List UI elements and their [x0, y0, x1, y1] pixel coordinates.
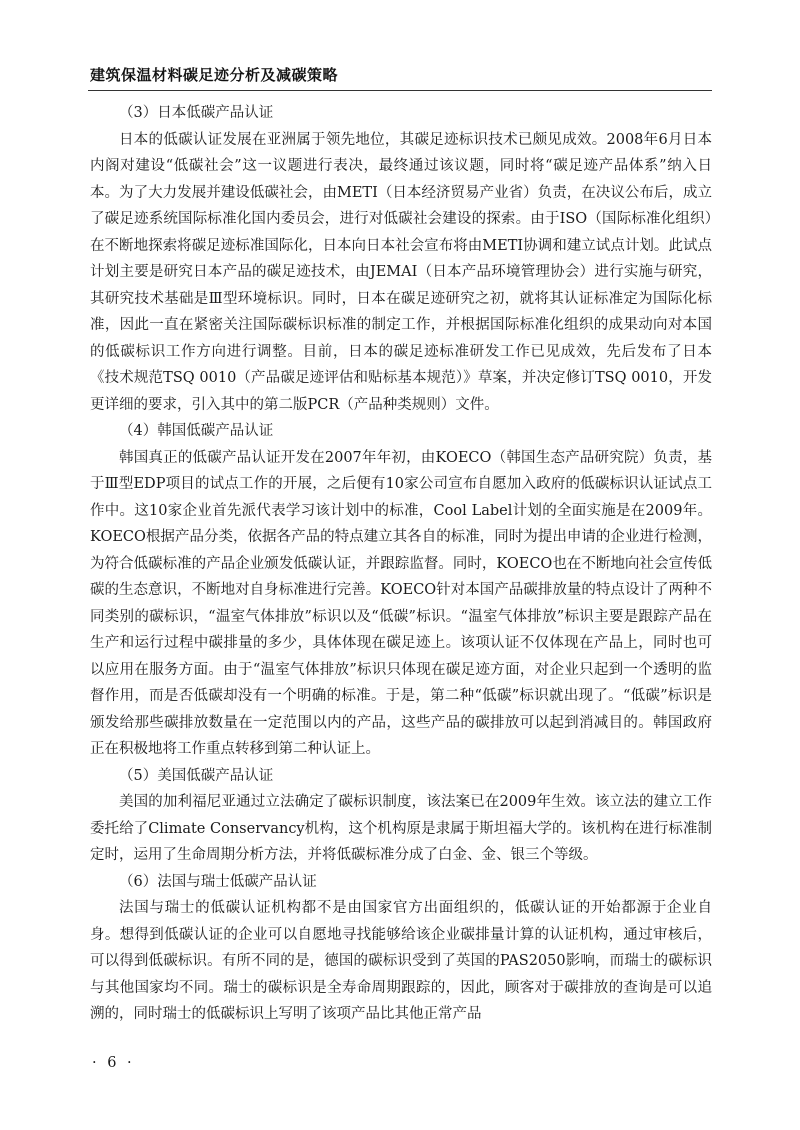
section-paragraph-usa: 美国的加利福尼亚通过立法确定了碳标识制度，该法案已在2009年生效。该立法的建立工作委托给了Climate Conservancy机构，这个机构原是隶属于斯坦福大学的。该机构在进行标准制定时，运用了生命周期分析方法，并将低碳标准分成了白金、金、银三个等级。: [90, 794, 712, 863]
section-paragraph-korea: 韩国真正的低碳产品认证开发在2007年年初，由KOECO（韩国生态产品研究院）负责，基于Ⅲ型EDP项目的试点工作的开展，之后便有10家公司宣布自愿加入政府的低碳标识认证试点工作中。这10家企业首先派代表学习该计划中的标准，Cool Label计划的全面实施是在2009年。KOECO根据产品分类，依据各产品的特点建立其各自的标准，同时为提出申请的企业进行检测，为符合低碳标准的产品企业颁发低碳认证，并跟踪监督。同时，KOECO也在不断地向社会宣传低碳的生态意识，不断地对自身标准进行完善。KOECO针对本国产品碳排放量的特点设计了两种不同类别的碳标识，“温室气体排放”标识以及“低碳”标识。“温室气体排放”标识主要是跟踪产品在生产和运行过程中碳排量的多少，具体体现在碳足迹上。该项认证不仅体现在产品上，同时也可以应用在服务方面。由于“温室气体排放”标识只体现在碳足迹方面，对企业只起到一个透明的监督作用，而是否低碳却没有一个明确的标准。于是，第二种“低碳”标识就出现了。“低碳”标识是颁发给那些碳排放数量在一定范围以内的产品，这些产品的碳排放可以起到消减目的。韩国政府正在积极地将工作重点转移到第二种认证上。: [90, 449, 712, 757]
section-paragraph-japan: 日本的低碳认证发展在亚洲属于领先地位，其碳足迹标识技术已颇见成效。2008年6月日本内阁对建设“低碳社会”这一议题进行表决，最终通过该议题，同时将“碳足迹产品体系”纳入日本。为了大力发展并建设低碳社会，由METI（日本经济贸易产业省）负责，在决议公布后，成立了碳足迹系统国际标准化国内委员会，进行对低碳社会建设的探索。由于ISO（国际标准化组织）在不断地探索将碳足迹标准国际化，日本向日本社会宣布将由METI协调和建立试点计划。此试点计划主要是研究日本产品的碳足迹技术，由JEMAI（日本产品环境管理协会）进行实施与研究，其研究技术基础是Ⅲ型环境标识。同时，日本在碳足迹研究之初，就将其认证标准定为国际化标准，因此一直在紧密关注国际碳标识标准的制定工作，并根据国际标准化组织的成果动向对本国的低碳标识工作方向进行调整。目前，日本的碳足迹标准研发工作已见成效，先后发布了日本《技术规范TSQ 0010（产品碳足迹评估和贴标基本规范）》草案，并决定修订TSQ 0010，开发更详细的要求，引入其中的第二版PCR（产品种类规则）文件。: [90, 131, 712, 413]
section-heading-korea: （4）韩国低碳产品认证: [119, 423, 274, 439]
section-paragraph-france-switzerland: 法国与瑞士的低碳认证机构都不是由国家官方出面组织的，低碳认证的开始都源于企业自身。想得到低碳认证的企业可以自愿地寻找能够给该企业碳排量计算的认证机构，通过审核后，可以得到低碳标识。有所不同的是，德国的碳标识受到了英国的PAS2050影响，而瑞士的碳标识与其他国家均不同。瑞士的碳标识是全寿命周期跟踪的，因此，顾客对于碳排放的查询是可以追溯的，同时瑞士的低碳标识上写明了该项产品比其他正常产品: [90, 900, 712, 1022]
page-number: · 6 ·: [92, 1055, 135, 1071]
page-body: [90, 100, 712, 1028]
section-heading-france-switzerland: （6）法国与瑞士低碳产品认证: [119, 873, 317, 890]
section-heading-japan: （3）日本低碳产品认证: [119, 105, 274, 121]
header-divider: [88, 90, 712, 91]
running-header-title: 建筑保温材料碳足迹分析及减碳策略: [90, 66, 339, 84]
section-heading-usa: （5）美国低碳产品认证: [119, 767, 274, 784]
